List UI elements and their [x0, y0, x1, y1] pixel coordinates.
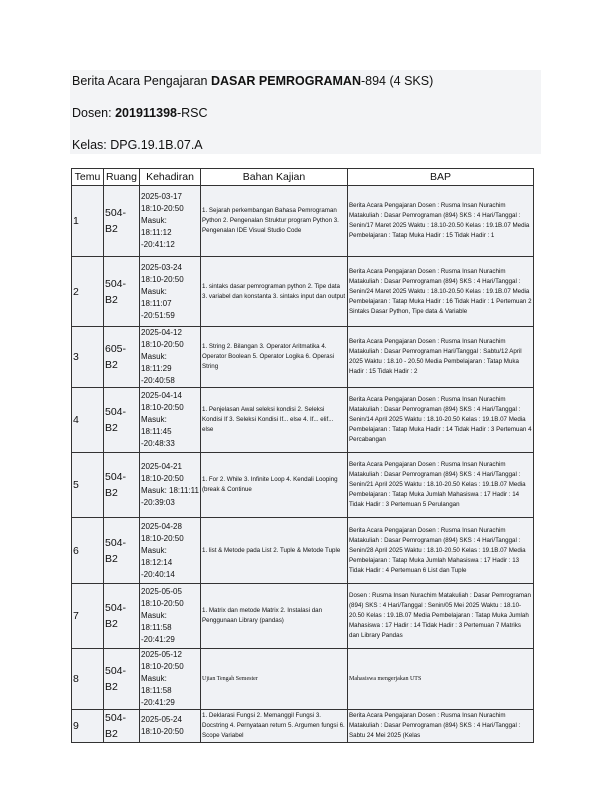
attendance — [140, 327, 201, 388]
time-slot: 18:10-20:50 — [141, 274, 184, 284]
course-code: -894 (4 SKS) — [360, 74, 434, 88]
room: 504-B2 — [104, 186, 140, 257]
table-row — [72, 327, 534, 388]
bap-text: Berita Acara Pengajaran Dosen : Rusma Insan Nurachim Matakuliah : Dasar Pemrograman (894) SKS : 4 Hari/Tanggal : Senin/14 April 2025 Waktu : 18.10-20.50 Kelas : 19.1B.07 Media Pembelajaran : Tatap Muka Hadir : 14 Tidak Hadir : 3 Pertemuan 4 Percabangan — [348, 388, 534, 453]
course-name: DASAR PEMROGRAMAN — [210, 74, 361, 88]
table-row — [72, 584, 534, 649]
check-out: -20:51:59 — [141, 310, 175, 320]
check-out: -20:41:12 — [141, 240, 175, 249]
date: 2025-05-12 — [141, 650, 182, 659]
bap-text: Berita Acara Pengajaran Dosen : Rusma Insan Nurachim Matakuliah : Dasar Pemrograman (894) SKS : 4 Hari/Tanggal : Sabtu 24 Mei 2025 (Kelas — [348, 710, 534, 743]
bap-text: Dosen : Rusma Insan Nurachim Matakuliah : Dasar Pemrograman (894) SKS : 4 Hari/Tanggal : Senin/05 Mei 2025 Waktu : 18.10-20.50 Kelas : 19.1B.07 Media Pembelajaran : Tatap Muka Jumlah Mahasiswa : 17 Hadir : 14 Tidak Hadir : 3 Pertemuan 7 Matriks dan Library Pandas — [348, 584, 534, 649]
bap-text: Berita Acara Pengajaran Dosen : Rusma Insan Nurachim Matakuliah : Dasar Pemrograman (894) SKS : 4 Hari/Tanggal : Senin/17 Maret 2025 Waktu : 18.10-20.50 Kelas : 19.1B.07 Media Pembelajaran : Tatap Muka Hadir : 15 Tidak Hadir : 1 — [348, 186, 534, 257]
bap-text: Berita Acara Pengajaran Dosen : Rusma Insan Nurachim Matakuliah : Dasar Pemrograman (894) SKS : 4 Hari/Tanggal : Senin/21 April 2025 Waktu : 18.10-20.50 Kelas : 19.1B.07 Media Pembelajaran : Tatap Muka Jumlah Mahasiswa : 17 Hadir : 14 Tidak Hadir : 3 Pertemuan 5 Perulangan — [348, 453, 534, 518]
topics: 1. Penjelasan Awal seleksi kondisi 2. Seleksi Kondisi If 3. Seleksi Kondisi If... else 4. If... elif... else — [201, 388, 348, 453]
date: 2025-04-12 — [141, 328, 182, 337]
class-line: Kelas: DPG.19.1B.07.A — [72, 138, 203, 152]
room: 504-B2 — [104, 649, 140, 710]
time-slot: 18:10-20:50 — [141, 340, 184, 349]
meeting-number: 1 — [72, 186, 104, 257]
lecturer-line — [72, 106, 208, 120]
meeting-number: 9 — [72, 710, 104, 743]
room: 605-B2 — [104, 327, 140, 388]
attendance — [140, 518, 201, 584]
header-bahan-kajian: Bahan Kajian — [201, 169, 348, 186]
table-row — [72, 388, 534, 453]
document-header — [70, 70, 541, 154]
check-out: -20:48:33 — [141, 439, 175, 448]
bap-table — [71, 168, 534, 743]
date: 2025-05-24 — [141, 715, 182, 724]
room: 504-B2 — [104, 388, 140, 453]
lecturer-label: Dosen: — [72, 106, 116, 120]
table-row — [72, 257, 534, 327]
header-bap: BAP — [348, 169, 534, 186]
check-in: Masuk: 18:11:58 — [141, 674, 172, 695]
topics: 1. Deklarasi Fungsi 2. Memanggil Fungsi 3. Docstring 4. Pernyataan return 5. Argumen fungsi 6. Scope Variabel — [201, 710, 348, 743]
check-out: -20:40:58 — [141, 376, 175, 385]
check-out: -20:41:29 — [141, 698, 175, 707]
room: 504-B2 — [104, 257, 140, 327]
time-slot: 18:10-20:50 — [141, 727, 184, 736]
title-prefix: Berita Acara Pengajaran — [72, 74, 211, 88]
attendance — [140, 388, 201, 453]
attendance — [140, 453, 201, 518]
check-out: -20:40:14 — [141, 569, 175, 579]
topics: 1. For 2. While 3. Infinite Loop 4. Kendali Looping (break & Continue — [201, 453, 348, 518]
table-row — [72, 518, 534, 584]
date: 2025-03-17 — [141, 192, 182, 201]
topics: 1. Matrix dan metode Matrix 2. Instalasi dan Penggunaan Library (pandas) — [201, 584, 348, 649]
check-in: Masuk: 18:11:45 — [141, 415, 172, 436]
bap-text: Berita Acara Pengajaran Dosen : Rusma Insan Nurachim Matakuliah : Dasar Pemrograman Hari/Tanggal : Sabtu/12 April 2025 Waktu : 18.10 - 20.50 Media Pembelajaran : Tatap Muka Hadir : 15 Tidak Hadir : 2 — [348, 327, 534, 388]
time-slot: 18:10-20:50 — [141, 533, 184, 543]
time-slot: 18:10-20:50 — [141, 204, 184, 213]
meeting-number: 7 — [72, 584, 104, 649]
table-row — [72, 649, 534, 710]
date: 2025-03-24 — [141, 262, 182, 272]
room: 504-B2 — [104, 584, 140, 649]
check-out: -20:39:03 — [141, 498, 175, 507]
check-in: Masuk: 18:12:14 — [141, 545, 173, 567]
topics: 1. sintaks dasar pemrograman python 2. Tipe data 3. variabel dan konstanta 3. sintaks input dan output — [201, 257, 348, 327]
attendance — [140, 649, 201, 710]
header-kehadiran: Kehadiran — [140, 169, 201, 186]
header-temu: Temu — [72, 169, 104, 186]
check-in: Masuk: 18:11:58 — [141, 611, 172, 632]
table-row — [72, 453, 534, 518]
bap-text: Berita Acara Pengajaran Dosen : Rusma Insan Nurachim Matakuliah : Dasar Pemrograman (894) SKS : 4 Hari/Tanggal : Senin/28 April 2025 Waktu : 18.10-20.50 Kelas : 19.1B.07 Media Pembelajaran : Tatap Muka Jumlah Mahasiswa : 17 Hadir : 13 Tidak Hadir : 4 Pertemuan 6 List dan Tuple — [348, 518, 534, 584]
check-out: -20:41:29 — [141, 635, 175, 644]
meeting-number: 6 — [72, 518, 104, 584]
bap-text: Mahasiswa mengerjakan UTS — [348, 649, 534, 710]
attendance — [140, 257, 201, 327]
check-in: Masuk: 18:11:12 — [141, 216, 172, 237]
lecturer-id: 201911398 — [115, 106, 177, 120]
time-slot: 18:10-20:50 — [141, 599, 184, 608]
date: 2025-04-14 — [141, 391, 182, 400]
meeting-number: 4 — [72, 388, 104, 453]
header-ruang: Ruang — [104, 169, 140, 186]
attendance — [140, 584, 201, 649]
check-in: Masuk: 18:11:07 — [141, 286, 172, 308]
bap-text: Berita Acara Pengajaran Dosen : Rusma Insan Nurachim Matakuliah : Dasar Pemrograman (894) SKS : 4 Hari/Tanggal : Senin/24 Maret 2025 Waktu : 18.10-20.50 Kelas : 19.1B.07 Media Pembelajaran : Tatap Muka Hadir : 16 Tidak Hadir : 1 Pertemuan 2 Sintaks Dasar Python, Tipe data & Variable — [348, 257, 534, 327]
topics: Ujian Tengah Semester — [201, 649, 348, 710]
topics: 1. String 2. Bilangan 3. Operator Aritmatika 4. Operator Boolean 5. Operator Logika 6. Operasi String — [201, 327, 348, 388]
table-row — [72, 186, 534, 257]
topics: 1. Sejarah perkembangan Bahasa Pemrograman Python 2. Pengenalan Struktur program Python 3. Pengenalan IDE Visual Studio Code — [201, 186, 348, 257]
room: 504-B2 — [104, 518, 140, 584]
date: 2025-04-28 — [141, 521, 182, 531]
check-in: Masuk: 18:11:29 — [141, 352, 172, 373]
attendance — [140, 710, 201, 743]
meeting-number: 2 — [72, 257, 104, 327]
check-in: Masuk: 18:11:11 — [141, 486, 199, 495]
date: 2025-05-05 — [141, 587, 182, 596]
lecturer-code: -RSC — [176, 106, 208, 120]
room: 504-B2 — [104, 453, 140, 518]
topics: 1. list & Metode pada List 2. Tuple & Metode Tuple — [201, 518, 348, 584]
meeting-number: 3 — [72, 327, 104, 388]
date: 2025-04-21 — [141, 462, 182, 471]
table-header-row — [72, 169, 534, 186]
room: 504-B2 — [104, 710, 140, 743]
meeting-number: 5 — [72, 453, 104, 518]
time-slot: 18:10-20:50 — [141, 403, 184, 412]
time-slot: 18:10-20:50 — [141, 474, 184, 483]
document-title — [72, 74, 433, 88]
time-slot: 18:10-20:50 — [141, 662, 184, 671]
meeting-number: 8 — [72, 649, 104, 710]
attendance — [140, 186, 201, 257]
table-row — [72, 710, 534, 743]
